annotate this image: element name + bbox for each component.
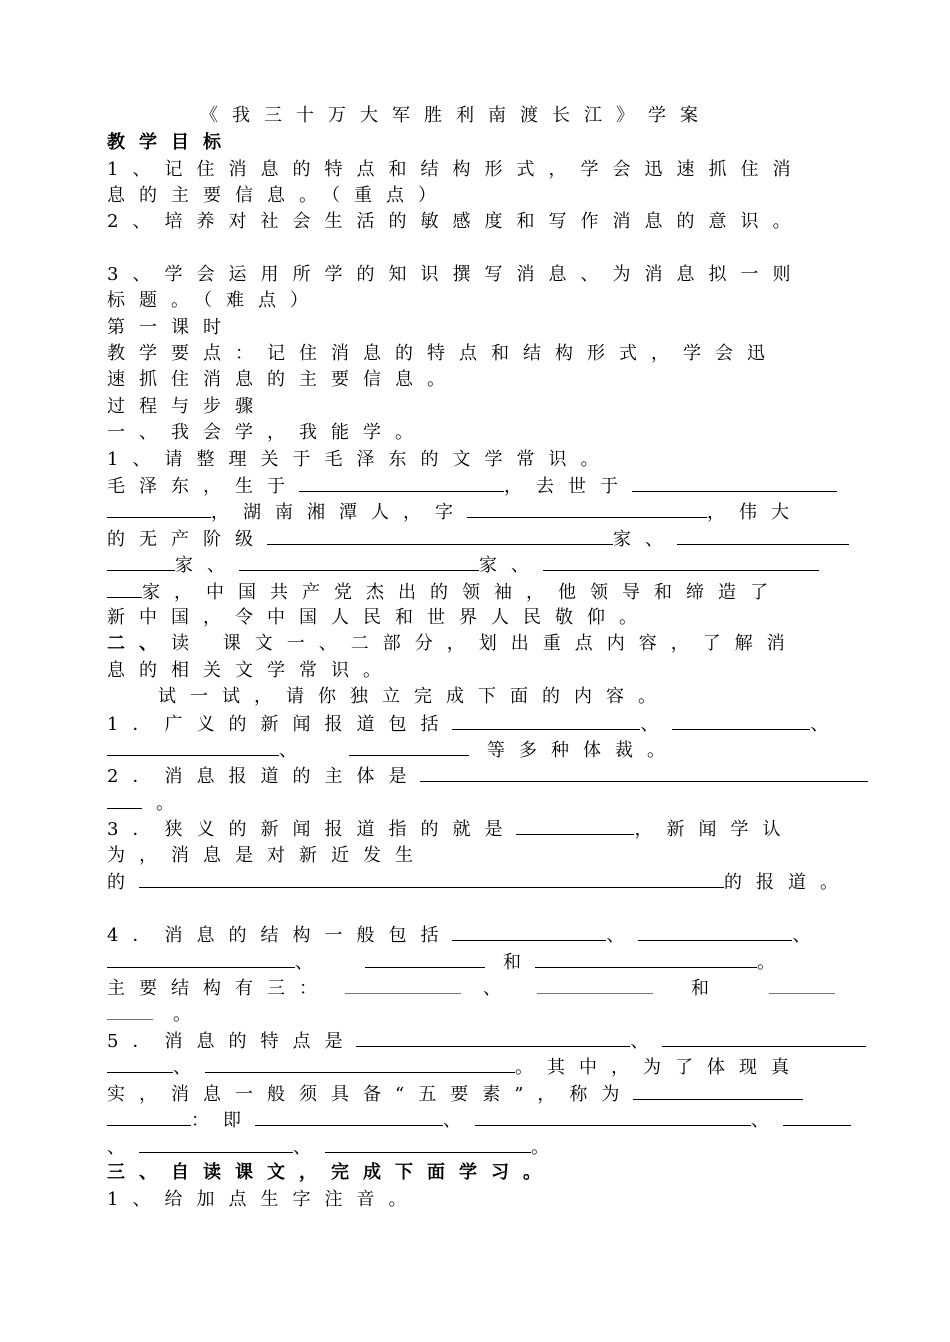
main-structure-blank-3-cont[interactable]: [107, 1002, 153, 1020]
mao-bio-line-2: [107, 500, 803, 524]
part1-heading: 一、我会学，我能学。: [107, 422, 427, 443]
separator: 、: [443, 1110, 475, 1131]
role-blank-2-cont[interactable]: [107, 553, 175, 571]
process-heading: 过程与步骤: [107, 396, 267, 417]
question-text: ，新闻学认: [634, 819, 795, 840]
objective-1-cont: 息的主要信息。（重点）: [107, 185, 450, 206]
role-blank-3[interactable]: [239, 553, 479, 571]
main-structure-blank-3[interactable]: [769, 976, 835, 994]
feature-blank-2[interactable]: [662, 1029, 866, 1047]
objective-3: 3、学会运用所学的知识撰写消息、为消息拟一则: [107, 264, 805, 285]
element-blank-5[interactable]: [325, 1135, 531, 1153]
mao-bio-text: 毛泽东，生于: [107, 476, 299, 497]
element-blank-3[interactable]: [783, 1108, 851, 1126]
document-title: 《我三十万大军胜利南渡长江》学案: [200, 105, 712, 126]
question-text: 的: [107, 872, 139, 893]
try-instruction: 试一试，请你独立完成下面的内容。: [158, 686, 670, 707]
element-blank-2[interactable]: [475, 1108, 751, 1126]
mao-bio-line-5: [107, 580, 782, 604]
separator: 、: [173, 1057, 205, 1078]
feature-blank-2-cont[interactable]: [107, 1055, 173, 1073]
mao-bio-text: ，湖南湘潭人，字: [211, 502, 467, 523]
question-text: 实，消息一般须具备“五要素”，称为: [107, 1084, 634, 1105]
separator: 、: [810, 714, 843, 735]
role-blank-2[interactable]: [677, 527, 849, 545]
separator: 和: [503, 952, 535, 973]
question-text: 的报道。: [724, 872, 852, 893]
objective-3-cont: 标题。（难点）: [107, 290, 322, 311]
separator: 、: [630, 1031, 663, 1052]
question-3-cont-2: [107, 870, 852, 894]
mao-bio-text: 家，中国共产党杰出的领袖，他领导和缔造了: [142, 582, 782, 603]
question-text: 3．狭义的新闻报道指的就是: [107, 819, 517, 840]
mao-bio-text: ，去世于: [504, 476, 632, 497]
element-blank-4[interactable]: [139, 1135, 293, 1153]
question-text: 5．消息的特点是: [107, 1031, 357, 1052]
question-text: 主要结构有三：: [107, 978, 331, 999]
separator: 、: [483, 978, 515, 999]
role-blank-1[interactable]: [267, 527, 613, 545]
question-1: [107, 712, 842, 736]
death-blank[interactable]: [632, 474, 837, 492]
separator: 和: [691, 978, 723, 999]
birth-blank[interactable]: [299, 474, 504, 492]
question-5-cont-4: [107, 1135, 563, 1159]
structure-blank-2[interactable]: [638, 923, 792, 941]
part1-question-1: 1、请整理关于毛泽东的文学常识。: [107, 449, 613, 470]
mao-bio-text: 家、: [479, 555, 543, 576]
question-5: [107, 1029, 866, 1053]
structure-blank-5[interactable]: [535, 950, 757, 968]
mao-bio-text: ，伟大: [707, 502, 803, 523]
question-5-cont: [107, 1055, 803, 1079]
news-subject-blank[interactable]: [420, 764, 868, 782]
question-3-cont: 为，消息是对新近发生: [107, 845, 427, 866]
objective-1: 1、记住消息的特点和结构形式，学会迅速抓住消: [107, 159, 805, 180]
genre-blank-4[interactable]: [349, 738, 469, 756]
part3-heading: 三、自读课文，完成下面学习。: [107, 1162, 555, 1183]
question-text: 。其中，为了体现真: [515, 1057, 803, 1078]
question-text: 4．消息的结构一般包括: [107, 925, 453, 946]
structure-blank-1[interactable]: [452, 923, 606, 941]
recent-events-blank[interactable]: [139, 870, 724, 888]
separator: 。: [757, 952, 789, 973]
question-2: [107, 764, 868, 788]
question-4-cont: [107, 950, 789, 974]
question-4: [107, 923, 824, 947]
question-4-main: [107, 976, 835, 1000]
lesson-title: 第一课时: [107, 317, 235, 338]
question-text: ：即: [191, 1110, 255, 1131]
five-elements-blank-cont[interactable]: [107, 1108, 191, 1126]
separator: 。: [531, 1137, 563, 1158]
separator: 、: [640, 714, 673, 735]
question-text: 1．广义的新闻报道包括: [107, 714, 453, 735]
part2-number: 二、: [107, 633, 171, 654]
part2-heading-text: 读 课文一、二部分，划出重点内容，了解消: [171, 633, 799, 654]
part2-heading-cont: 息的相关文学常识。: [107, 660, 395, 681]
separator: 。: [156, 793, 188, 814]
separator: 、: [606, 925, 639, 946]
element-blank-1[interactable]: [255, 1108, 443, 1126]
separator: 、: [751, 1110, 783, 1131]
mao-bio-line-4: [107, 553, 819, 577]
feature-blank-1[interactable]: [356, 1029, 630, 1047]
separator: 、: [107, 1137, 139, 1158]
mao-bio-text: 家、: [175, 555, 239, 576]
objectives-heading: 教学目标: [107, 132, 235, 153]
role-blank-4[interactable]: [543, 553, 819, 571]
separator: 、: [279, 740, 311, 761]
question-5-cont-2: [107, 1082, 803, 1106]
structure-blank-4[interactable]: [365, 950, 485, 968]
key-points-cont: 速抓住消息的主要信息。: [107, 369, 459, 390]
separator: 、: [295, 952, 327, 973]
part2-heading: [107, 632, 799, 656]
mao-bio-line-6: 新中国，令中国人民和世界人民敬仰。: [107, 607, 651, 628]
mao-bio-line-1: [107, 474, 837, 498]
main-structure-blank-1[interactable]: [345, 976, 461, 994]
structure-blank-3[interactable]: [107, 950, 295, 968]
question-text: 等多种体裁。: [487, 740, 679, 761]
objective-2: 2、培养对社会生活的敏感度和写作消息的意识。: [107, 211, 805, 232]
question-text: 2．消息报道的主体是: [107, 766, 421, 787]
genre-blank-2[interactable]: [672, 712, 810, 730]
news-subject-blank-cont[interactable]: [107, 791, 142, 809]
separator: 、: [792, 925, 825, 946]
separator: 。: [173, 1004, 205, 1025]
question-4-main-cont: [107, 1002, 205, 1026]
five-elements-blank[interactable]: [633, 1082, 803, 1100]
separator: 、: [293, 1137, 325, 1158]
main-structure-blank-2[interactable]: [537, 976, 653, 994]
role-blank-4-cont[interactable]: [107, 580, 142, 598]
mao-bio-text: 家、: [613, 529, 677, 550]
genre-blank-3[interactable]: [107, 738, 279, 756]
mao-bio-line-3: [107, 527, 849, 551]
genre-blank-1[interactable]: [452, 712, 640, 730]
courtesy-name-blank[interactable]: [467, 500, 707, 518]
birth-place-blank[interactable]: [107, 500, 211, 518]
part3-question-1: 1、给加点生字注音。: [107, 1189, 421, 1210]
key-points: 教学要点：记住消息的特点和结构形式，学会迅: [107, 343, 779, 364]
feature-blank-3[interactable]: [205, 1055, 515, 1073]
mao-bio-text: 的无产阶级: [107, 529, 267, 550]
question-3: [107, 817, 794, 841]
narrow-news-blank[interactable]: [516, 817, 634, 835]
question-2-cont: [107, 791, 188, 815]
question-1-cont: [107, 738, 679, 762]
question-5-cont-3: [107, 1108, 851, 1132]
